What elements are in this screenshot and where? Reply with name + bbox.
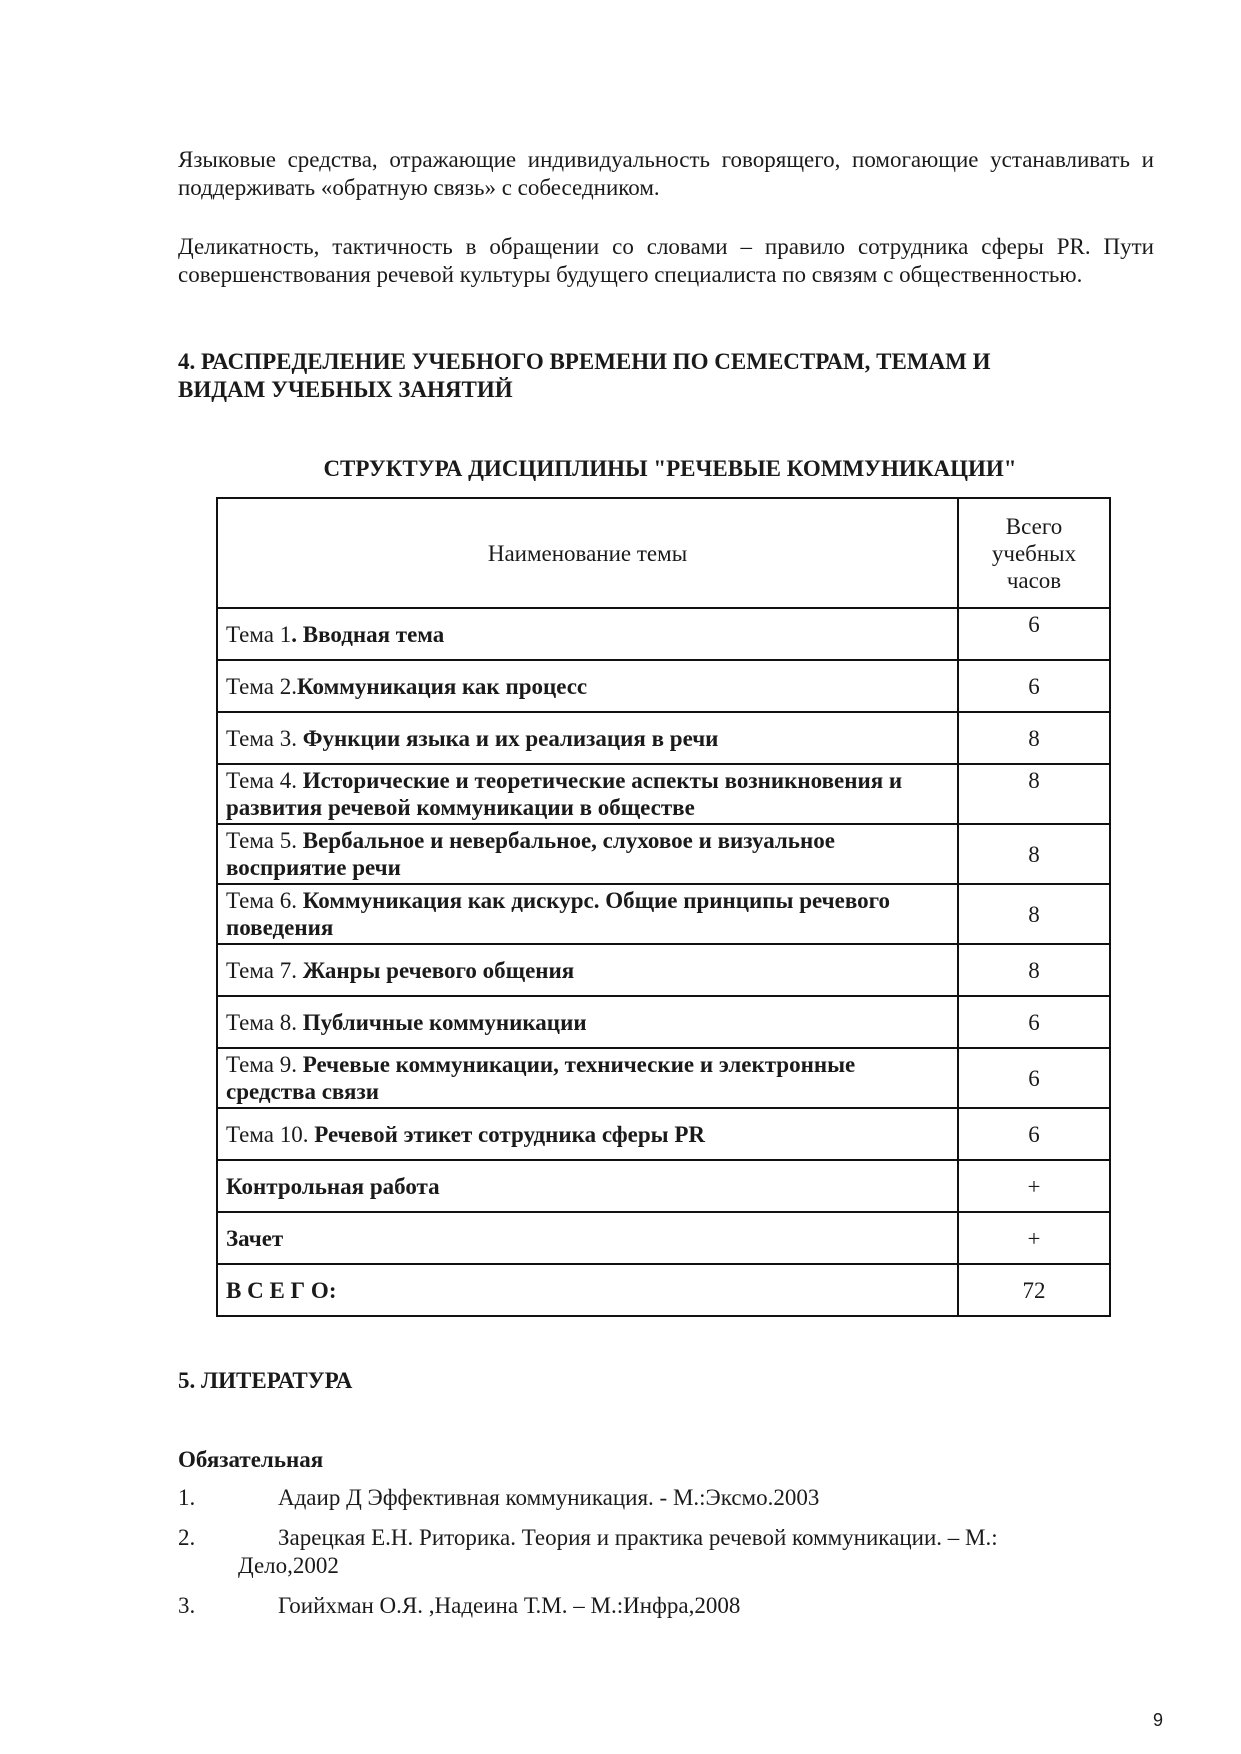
header-hours-line2: учебных [991, 540, 1077, 566]
section4-heading-line2: ВИДАМ УЧЕБНЫХ ЗАНЯТИЙ [178, 377, 513, 402]
topic-prefix: Тема 6. [226, 888, 303, 913]
table-header-row [217, 498, 1110, 608]
list-item-text: Гоийхман О.Я. ,Надеина Т.М. – М.:Инфра,2008 [278, 1593, 741, 1618]
header-hours-line3: часов [1006, 567, 1062, 593]
topic-cell [217, 1108, 958, 1160]
topic-cell [217, 884, 958, 944]
hours-cell: 6 [958, 1108, 1110, 1160]
total-label [217, 1264, 958, 1316]
list-item-text: Адаир Д Эффективная коммуникация. - М.:Эксмо.2003 [278, 1485, 820, 1510]
table-row [217, 944, 1110, 996]
topic-cell [217, 824, 958, 884]
table-row [217, 884, 1110, 944]
header-topic: Наименование темы [217, 498, 958, 608]
control-work-row [217, 1160, 1110, 1212]
table-row [217, 608, 1110, 660]
topic-prefix: Тема 10. [226, 1121, 315, 1147]
header-hours [958, 498, 1110, 608]
topic-prefix: Тема 2. [226, 673, 297, 699]
hours-cell: 8 [958, 944, 1110, 996]
total-label-text: В С Е Г О: [226, 1277, 337, 1303]
topic-cell [217, 996, 958, 1048]
topic-cell [217, 1048, 958, 1108]
topic-cell [217, 764, 958, 824]
table-row [217, 996, 1110, 1048]
table-row [217, 1048, 1110, 1108]
topic-title: Функции языка и их реализация в речи [302, 725, 719, 751]
topic-title: Жанры речевого общения [302, 957, 575, 983]
table-row [217, 764, 1110, 824]
table-row [217, 712, 1110, 764]
section4-heading-line1: 4. РАСПРЕДЕЛЕНИЕ УЧЕБНОГО ВРЕМЕНИ ПО СЕМЕСТРАМ, ТЕМАМ И [178, 349, 991, 374]
control-work-value: + [958, 1160, 1110, 1212]
discipline-structure-table [216, 497, 1111, 1317]
topic-cell [217, 712, 958, 764]
topic-title: . Вводная тема [291, 621, 445, 647]
topic-title: Исторические и теоретические аспекты возникновения и развития речевой коммуникации в обществе [226, 768, 903, 820]
list-item [178, 1524, 1154, 1580]
topic-title: Речевые коммуникации, технические и электронные средства связи [226, 1052, 856, 1104]
topic-prefix: Тема 7. [226, 957, 303, 983]
list-item-number: 2. [178, 1525, 196, 1550]
topic-title: Коммуникация как процесс [297, 673, 588, 699]
topic-title: Вербальное и невербальное, слуховое и визуальное восприятие речи [226, 828, 835, 880]
hours-cell: 8 [958, 884, 1110, 944]
hours-cell: 6 [958, 996, 1110, 1048]
credit-label-text: Зачет [226, 1225, 284, 1251]
hours-cell: 8 [958, 824, 1110, 884]
hours-cell: 8 [958, 712, 1110, 764]
hours-cell: 6 [958, 660, 1110, 712]
credit-row [217, 1212, 1110, 1264]
topic-cell [217, 608, 958, 660]
topic-prefix: Тема 1 [226, 621, 292, 647]
topic-prefix: Тема 9. [226, 1052, 303, 1077]
control-work-label [217, 1160, 958, 1212]
topic-title: Публичные коммуникации [302, 1009, 587, 1035]
table-row [217, 824, 1110, 884]
intro-paragraph-1: Языковые средства, отражающие индивидуальность говорящего, помогающие устанавливать и поддерживать «обратную связь» с собеседником. [178, 147, 1154, 200]
hours-cell: 6 [958, 1048, 1110, 1108]
credit-value: + [958, 1212, 1110, 1264]
topic-title: Речевой этикет сотрудника сферы PR [314, 1121, 706, 1147]
intro-paragraph-2: Деликатность, тактичность в обращении со словами – правило сотрудника сферы PR. Пути совершенствования речевой культуры будущего специалиста по связям с общественностью. [178, 234, 1154, 287]
list-item-number: 3. [178, 1593, 196, 1618]
topic-prefix: Тема 3. [226, 725, 303, 751]
topic-prefix: Тема 4. [226, 768, 303, 793]
topic-prefix: Тема 8. [226, 1009, 303, 1035]
total-row [217, 1264, 1110, 1316]
total-value: 72 [958, 1264, 1110, 1316]
control-work-label-text: Контрольная работа [226, 1173, 440, 1199]
section4-heading [178, 348, 1154, 404]
credit-label [217, 1212, 958, 1264]
list-item-text: Зарецкая Е.Н. Риторика. Теория и практика речевой коммуникации. – М.: [278, 1525, 998, 1550]
table-title: СТРУКТУРА ДИСЦИПЛИНЫ "РЕЧЕВЫЕ КОММУНИКАЦИИ" [323, 456, 1017, 481]
topic-cell [217, 944, 958, 996]
table-row [217, 1108, 1110, 1160]
section5-heading: 5. ЛИТЕРАТУРА [178, 1368, 353, 1393]
list-item [178, 1592, 1154, 1620]
hours-cell: 6 [958, 608, 1110, 660]
literature-list [178, 1484, 1154, 1620]
header-hours-line1: Всего [1005, 513, 1063, 539]
page-number: 9 [1152, 1710, 1163, 1730]
topic-prefix: Тема 5. [226, 828, 303, 853]
topic-title: Коммуникация как дискурс. Общие принципы речевого поведения [226, 888, 890, 940]
list-item-number: 1. [178, 1485, 196, 1510]
table-row [217, 660, 1110, 712]
topic-cell [217, 660, 958, 712]
list-item-continuation: Дело,2002 [238, 1553, 339, 1578]
list-item [178, 1484, 1154, 1512]
hours-cell: 8 [958, 764, 1110, 824]
section5-subheading: Обязательная [178, 1447, 324, 1472]
